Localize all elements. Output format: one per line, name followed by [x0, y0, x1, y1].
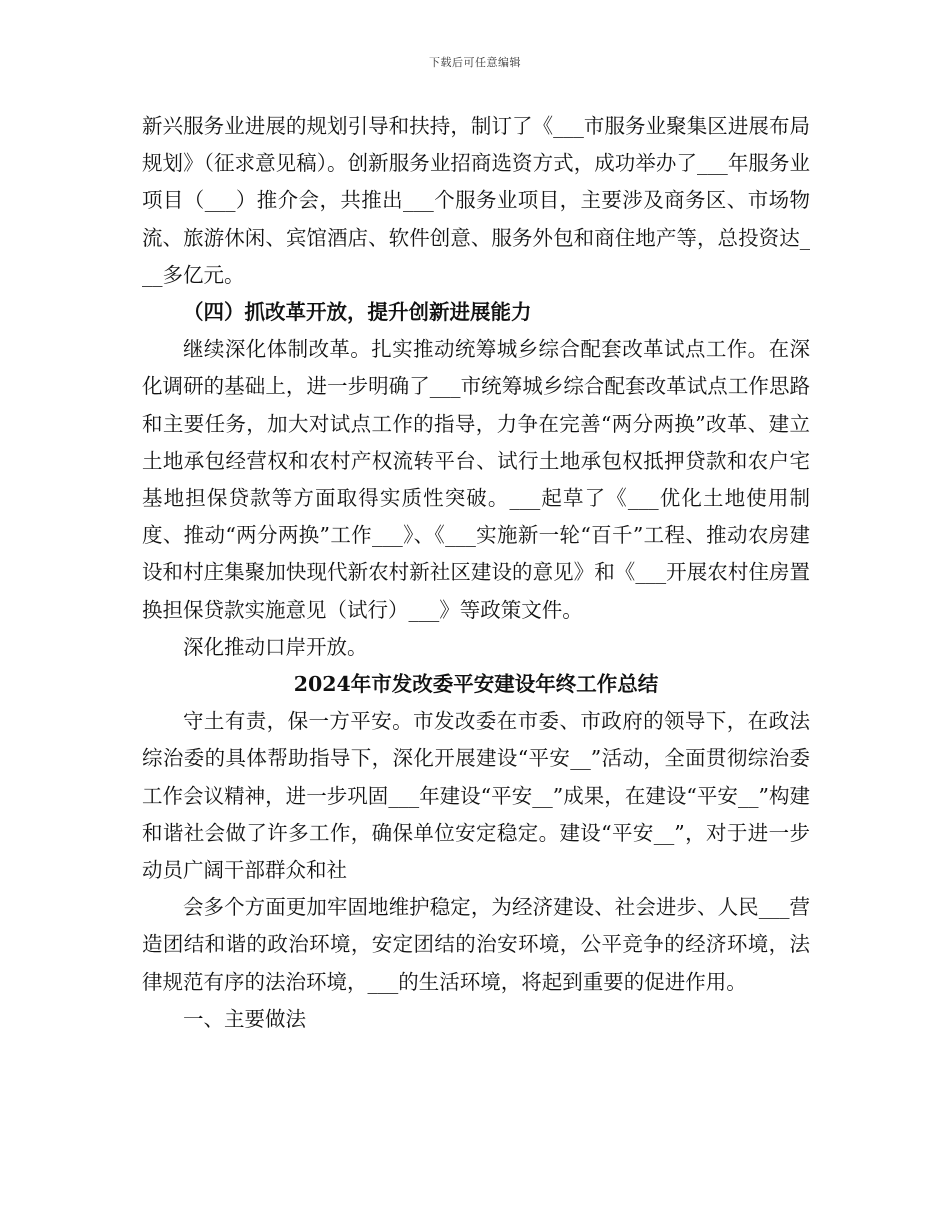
document-title: 2024年市发改委平安建设年终工作总结	[293, 672, 659, 697]
paragraph-reform: 继续深化体制改革。扎实推动统筹城乡综合配套改革试点工作。在深化调研的基础上，进一步明确了___市统筹城乡综合配套改革试点工作思路和主要任务，加大对试点工作的指导，力争在完善“两分两换”改革、建立土地承包经营权和农村产权流转平台、试行土地承包权抵押贷款和农户宅基地担保贷款等方面取得实质性突破。___起草了《___优化土地使用制度、推动“两分两换”工作___》、《___实施新一轮“百千”工程、推动农房建设和村庄集聚加快现代新农村新社区建设的意见》和《___开展农村住房置换担保贷款实施意见（试行）___》等政策文件。	[142, 337, 810, 622]
page-header: 下载后可任意编辑	[429, 56, 521, 69]
paragraph-safety-intro: 守土有责，保一方平安。市发改委在市委、市政府的领导下，在政法综治委的具体帮助指导下，深化开展建设“平安__”活动，全面贯彻综治委工作会议精神，进一步巩固___年建设“平安__”成果，在建设“平安__”构建和谐社会做了许多工作，确保单位安定稳定。建设“平安__”，对于进一步动员广阔干部群众和社	[142, 709, 810, 883]
section-heading-practices: 一、主要做法	[183, 1006, 306, 1031]
document-body	[142, 108, 810, 1038]
paragraph-safety-continued: 会多个方面更加牢固地维护稳定，为经济建设、社会进步、人民___营造团结和谐的政治环境，安定团结的治安环境，公平竞争的经济环境，法律规范有序的法治环境，___的生活环境，将起到重要的促进作用。	[142, 895, 810, 994]
section-heading-reform: （四）抓改革开放，提升创新进展能力	[183, 300, 532, 325]
paragraph-port: 深化推动口岸开放。	[183, 634, 368, 659]
paragraph-services: 新兴服务业进展的规划引导和扶持，制订了《___市服务业聚集区进展布局规划》（征求意见稿）。创新服务业招商选资方式，成功举办了___年服务业项目（___）推介会，共推出___个服务业项目，主要涉及商务区、市场物流、旅游休闲、宾馆酒店、软件创意、服务外包和商住地产等，总投资达___多亿元。	[142, 114, 810, 287]
